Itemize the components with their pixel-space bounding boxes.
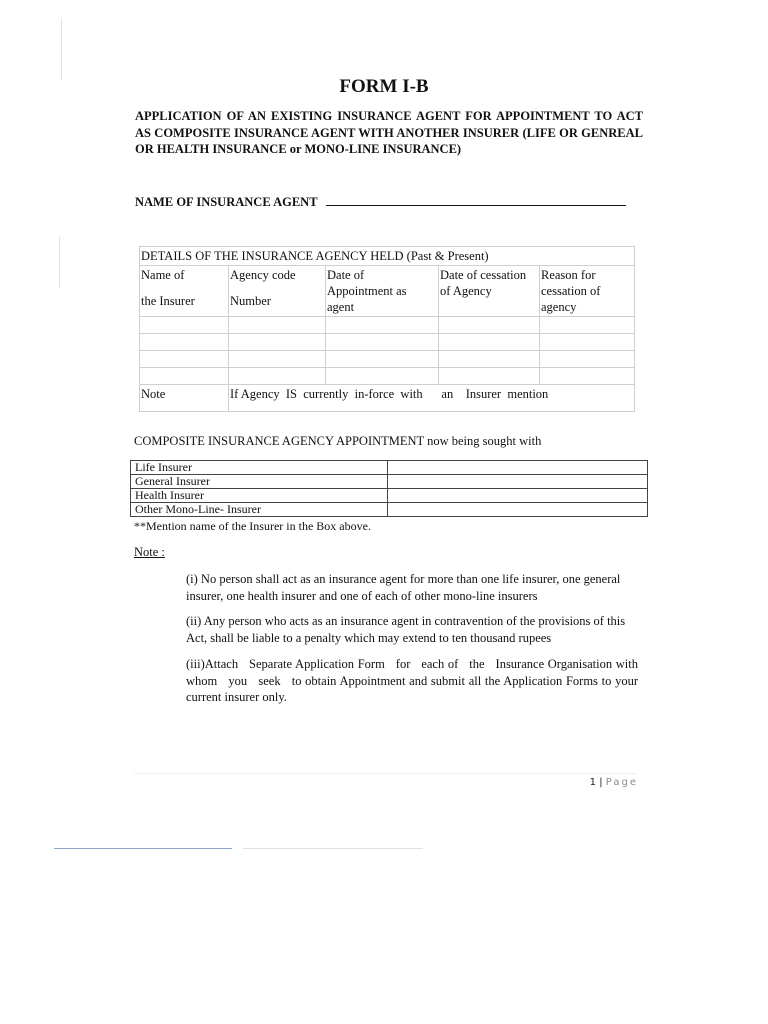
insurer-name-box[interactable] [388, 503, 648, 517]
agent-name-blank[interactable] [326, 194, 626, 206]
table-row [131, 503, 648, 517]
table-caption: DETAILS OF THE INSURANCE AGENCY HELD (Past & Present) [140, 247, 635, 266]
composite-heading: COMPOSITE INSURANCE AGENCY APPOINTMENT now being sought with [134, 434, 542, 448]
page-label: Page [605, 777, 638, 788]
header-line: agency [541, 300, 577, 314]
header-line: Appointment as [327, 284, 407, 298]
insurer-type-label: General Insurer [131, 475, 388, 489]
insurer-type-label: Life Insurer [131, 461, 388, 475]
form-subtitle: APPLICATION OF AN EXISTING INSURANCE AGENT FOR APPOINTMENT TO ACT AS COMPOSITE INSURANCE AGENT WITH ANOTHER INSURER (LIFE OR GENREAL OR HEALTH INSURANCE or MONO-LINE INSURANCE) [135, 109, 643, 156]
note-item: (iii)Attach Separate Application Form for each of the Insurance Organisation with whom you seek to obtain Appointment and submit all the Application Forms to your current insurer only. [186, 657, 648, 704]
header-date-of-cessation [439, 266, 540, 317]
table-header-row [140, 266, 635, 317]
header-agency-code [229, 266, 326, 317]
table-row [131, 475, 648, 489]
table-row[interactable] [140, 368, 635, 385]
page-number [590, 777, 638, 788]
scan-artifact-line [54, 848, 232, 849]
note-item: (ii) Any person who acts as an insurance agent in contravention of the provisions of this Act, shall be liable to a penalty which may extend to ten thousand rupees [186, 614, 626, 645]
page-separator: | [599, 777, 603, 788]
header-line: of Agency [440, 284, 492, 298]
header-line: Date of [327, 268, 365, 282]
table-row[interactable] [140, 351, 635, 368]
page-number-value: 1 [589, 777, 597, 788]
table-row [131, 489, 648, 503]
insurer-name-box[interactable] [388, 475, 648, 489]
header-name-of-insurer [140, 266, 229, 317]
header-line: Number [230, 294, 271, 308]
footer-divider [134, 773, 636, 774]
table-row [131, 461, 648, 475]
header-date-of-appointment [326, 266, 439, 317]
mention-instruction: **Mention name of the Insurer in the Box above. [134, 519, 371, 533]
header-line: Date of cessation [440, 268, 527, 282]
form-title: FORM I-B [339, 76, 429, 97]
note-label: Note [140, 385, 229, 412]
agency-details-table [139, 246, 635, 412]
header-line: Agency code [230, 268, 296, 282]
header-line: agent [327, 300, 355, 314]
insurer-selection-table [130, 460, 648, 517]
note-text: If Agency IS currently in-force with an Insurer mention [229, 385, 635, 412]
notes-heading: Note : [134, 545, 165, 559]
header-reason-for-cessation [540, 266, 635, 317]
header-line: Reason for [541, 268, 596, 282]
scan-edge-mark [59, 236, 60, 288]
header-line: cessation of [541, 284, 601, 298]
table-row[interactable] [140, 317, 635, 334]
agent-name-label: NAME OF INSURANCE AGENT [135, 195, 318, 209]
table-note-row [140, 385, 635, 412]
insurer-name-box[interactable] [388, 489, 648, 503]
header-line: the Insurer [141, 294, 195, 308]
scan-artifact-line [243, 848, 423, 849]
scan-edge-mark [61, 18, 62, 80]
agent-name-field [135, 194, 626, 210]
table-row[interactable] [140, 334, 635, 351]
insurer-type-label: Health Insurer [131, 489, 388, 503]
insurer-name-box[interactable] [388, 461, 648, 475]
insurer-type-label: Other Mono-Line- Insurer [131, 503, 388, 517]
header-line: Name of [141, 268, 185, 282]
note-item: (i) No person shall act as an insurance agent for more than one life insurer, one general insurer, one health insurer and one of each of other mono-line insurers [186, 572, 621, 603]
